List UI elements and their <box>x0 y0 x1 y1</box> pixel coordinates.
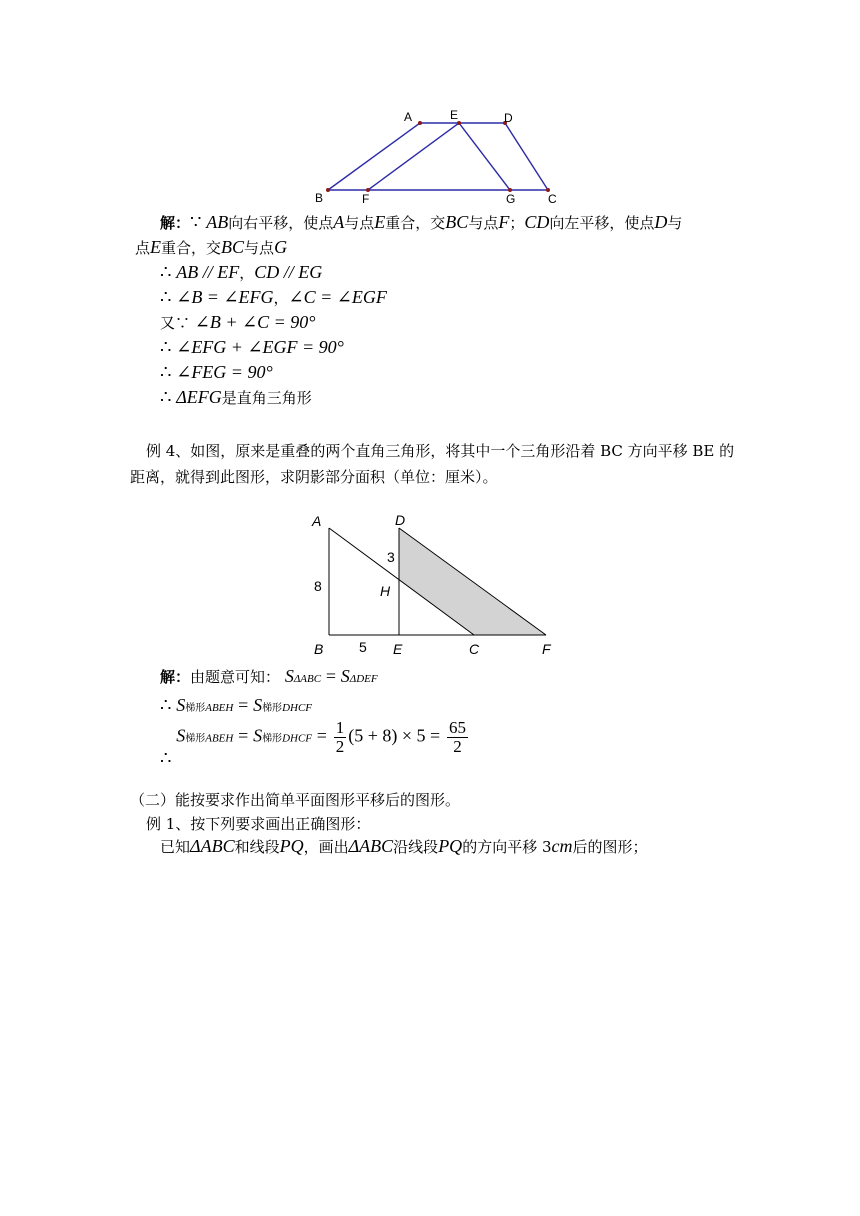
segment-ef <box>368 123 459 190</box>
label-d: D <box>504 111 513 125</box>
label-d: D <box>395 512 406 528</box>
denominator: 2 <box>453 737 462 756</box>
therefore-symbol: ∴ <box>160 695 172 715</box>
text: 与 <box>667 214 683 232</box>
math-s: S <box>253 725 263 746</box>
math-g: G <box>274 237 288 257</box>
math-triangle-abc: ΔABC <box>190 836 235 856</box>
dimension-be: 5 <box>359 639 367 655</box>
section2-heading: （二）能按要求作出简单平面图形平移后的图形。 <box>130 791 461 809</box>
label-f: F <box>362 192 370 206</box>
example4-line1: 例 4、如图，原来是重叠的两个直角三角形，将其中一个三角形沿着 BC 方向平移 BE 的 <box>146 442 735 460</box>
dimension-ab: 8 <box>314 578 322 594</box>
label-e: E <box>450 108 459 122</box>
text: 是直角三角形 <box>221 389 312 407</box>
label-c: C <box>548 192 557 206</box>
text: 重合，交 <box>161 239 222 257</box>
subscript-dhcf: DHCF <box>282 732 313 745</box>
solution1-line6 <box>160 337 344 358</box>
text: 已知 <box>160 838 191 856</box>
therefore-symbol: ∴ <box>160 747 172 768</box>
math-parallel-ab-ef: AB // EF <box>176 262 240 282</box>
math-bc: BC <box>221 237 245 257</box>
text: ； <box>509 214 525 232</box>
text: 由题意可知： <box>190 668 281 686</box>
math-d: D <box>654 212 668 232</box>
solution1-line5 <box>160 312 315 333</box>
math-s: S <box>340 666 350 686</box>
solution2-line1 <box>160 666 378 689</box>
text: 沿线段 <box>393 838 439 856</box>
math-ab: AB <box>206 212 229 232</box>
label-e: E <box>393 641 403 657</box>
math-e: E <box>150 237 162 257</box>
math-e: E <box>374 212 386 232</box>
example4-line2: 距离，就得到此图形，求阴影部分面积（单位：厘米）。 <box>130 468 498 486</box>
text: 与点 <box>244 239 275 257</box>
math-s: S <box>284 666 294 686</box>
math-angle-c: ∠C = ∠EGF <box>288 287 387 307</box>
math-s: S <box>176 725 186 746</box>
numerator: 65 <box>448 718 466 737</box>
math-cm: cm <box>551 836 573 856</box>
math-triangle-efg: ΔEFG <box>176 387 222 407</box>
math-triangle-abc: ΔABC <box>348 836 394 856</box>
segment-dc <box>505 123 548 190</box>
therefore-symbol: ∴ <box>160 387 172 407</box>
text: 点 <box>135 239 151 257</box>
fraction-half <box>334 719 347 756</box>
solution1-line8 <box>160 387 312 408</box>
text: 向左平移，使点 <box>549 214 655 232</box>
math-pq: PQ <box>438 836 463 856</box>
also-because: 又∵ <box>160 314 191 332</box>
solution-label: 解： <box>160 668 191 686</box>
label-g: G <box>506 192 516 206</box>
label-a: A <box>312 513 322 529</box>
math-angle-b: ∠B = ∠EFG <box>176 287 274 307</box>
math-cd: CD <box>524 212 550 232</box>
label-c: C <box>469 641 480 657</box>
math-s: S <box>176 695 186 715</box>
solution1-line2 <box>135 237 287 258</box>
equals: = <box>238 695 249 715</box>
solution1-line7 <box>160 362 273 383</box>
math-efg-egf-90: ∠EFG + ∠EGF = 90° <box>176 337 344 357</box>
subscript-dhcf: DHCF <box>282 702 313 714</box>
solution2-line2 <box>160 695 312 719</box>
section2-example1: 例 1、按下列要求画出正确图形： <box>146 815 371 833</box>
text: 向右平移，使点 <box>228 214 334 232</box>
solution1-line1 <box>160 212 682 233</box>
math-expression: (5 + 8) × 5 = <box>348 725 441 746</box>
therefore-symbol: ∴ <box>160 362 172 382</box>
because-symbol: ∵ <box>190 212 202 232</box>
numerator: 1 <box>335 718 345 737</box>
denominator: 2 <box>335 737 345 756</box>
subscript-abc: ΔABC <box>293 673 322 685</box>
math-a: A <box>333 212 345 232</box>
text: 与点 <box>468 214 499 232</box>
segment-eg <box>459 123 510 190</box>
label-h: H <box>380 583 391 599</box>
figure-trapezoid <box>300 100 570 208</box>
text: 后的图形； <box>572 838 648 856</box>
math-pq: PQ <box>279 836 304 856</box>
label-b: B <box>314 641 324 657</box>
math-sum-90: ∠B + ∠C = 90° <box>194 312 316 332</box>
text: ，画出 <box>303 838 349 856</box>
text: ， <box>273 289 289 307</box>
label-f: F <box>542 641 551 657</box>
equals: = <box>325 666 336 686</box>
math-f: F <box>498 212 510 232</box>
subscript-trapezoid: 梯形 <box>185 703 206 714</box>
therefore-symbol: ∴ <box>160 262 172 282</box>
text: 与点 <box>344 214 375 232</box>
segment-ab <box>328 123 420 190</box>
text: 和线段 <box>234 838 280 856</box>
therefore-symbol: ∴ <box>160 337 172 357</box>
equals: = <box>316 725 327 746</box>
solution1-line4 <box>160 287 387 308</box>
math-parallel-cd-eg: CD // EG <box>254 262 323 282</box>
math-bc: BC <box>445 212 469 232</box>
subscript-trapezoid: 梯形 <box>262 733 283 745</box>
label-a: A <box>404 110 413 124</box>
text: ， <box>239 264 255 282</box>
equals: = <box>238 725 249 746</box>
solution-label: 解： <box>160 214 191 232</box>
math-feg-90: ∠FEG = 90° <box>176 362 273 382</box>
subscript-abeh: ABEH <box>205 702 234 714</box>
label-b: B <box>315 191 324 205</box>
therefore-symbol: ∴ <box>160 287 172 307</box>
math-s: S <box>253 695 263 715</box>
figure-shaded-triangles <box>305 508 565 660</box>
subscript-def: ΔDEF <box>349 673 378 685</box>
solution1-line3 <box>160 262 322 283</box>
subscript-abeh: ABEH <box>205 732 234 745</box>
fraction-result <box>447 719 468 756</box>
subscript-trapezoid: 梯形 <box>185 733 206 745</box>
dimension-dh: 3 <box>387 549 395 565</box>
section2-task <box>160 836 648 857</box>
text: 重合，交 <box>385 214 446 232</box>
subscript-trapezoid: 梯形 <box>262 703 283 714</box>
solution2-line3 <box>160 718 470 768</box>
text: 的方向平移 3 <box>462 838 552 856</box>
